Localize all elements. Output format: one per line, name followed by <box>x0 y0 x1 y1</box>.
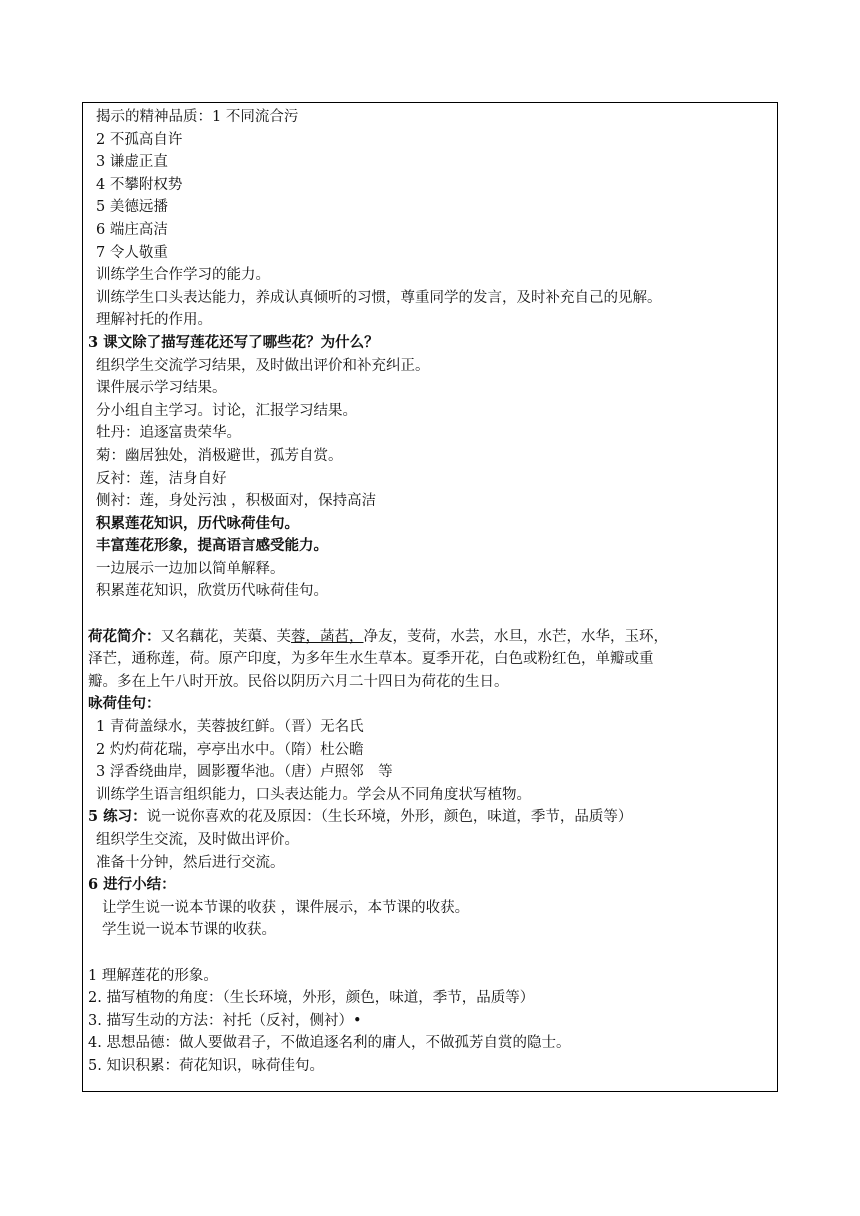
lesson-content <box>88 106 778 1078</box>
q5-line-1: 组织学生交流，及时做出评价。 <box>96 832 299 848</box>
quality-intro: 揭示的精神品质：1 不同流合污 <box>96 109 299 125</box>
goal-cooperation: 训练学生合作学习的能力。 <box>96 267 270 284</box>
summary-2: 2. 描写植物的角度：（生长环境，外形，颜色，味道，季节，品质等） <box>88 990 535 1007</box>
quality-3: 3 谦虚正直 <box>96 154 168 171</box>
lotus-intro-line-3: 瓣。多在上午八时开放。民俗以阴历六月二十四日为荷花的生日。 <box>88 673 509 690</box>
goal-contrast: 理解衬托的作用。 <box>96 312 212 329</box>
lotus-intro-line-2: 泽芒，通称莲，荷。原产印度，为多年生水生草本。夏季开花，白色或粉红色，单瓣或重 <box>88 651 654 668</box>
quality-4: 4 不攀附权势 <box>96 176 183 193</box>
q5-line-2: 准备十分钟，然后进行交流。 <box>96 854 285 871</box>
quality-2: 2 不孤高自许 <box>96 131 183 148</box>
q5-heading-text: 说一说你喜欢的花及原因：（生长环境，外形，颜色，味道，季节，品质等） <box>146 809 633 826</box>
lotus-intro-underlined: 蓉，菡萏， <box>291 628 364 645</box>
goal-oral: 训练学生口头表达能力，养成认真倾听的习惯，尊重同学的发言，及时补充自己的见解。 <box>96 289 662 306</box>
q3-contrast: 反衬：莲，洁身自好 <box>96 470 227 487</box>
q3-line-2: 课件展示学习结果。 <box>96 380 227 397</box>
q6-heading: 6 进行小结： <box>88 876 176 894</box>
quality-6: 6 端庄高洁 <box>96 221 168 238</box>
poem-3: 3 浮香绕曲岸，圆影覆华池。（唐）卢照邻 等 <box>96 764 393 781</box>
q3-peony: 牡丹：追逐富贵荣华。 <box>96 425 241 442</box>
q6-line-1: 让学生说一说本节课的收获 ，课件展示，本节课的收获。 <box>102 899 470 916</box>
q3-line-1: 组织学生交流学习结果，及时做出评价和补充纠正。 <box>96 357 430 374</box>
q3-side-contrast: 侧衬：莲，身处污浊 ，积极面对，保持高洁 <box>96 493 377 510</box>
q5-heading <box>88 806 778 829</box>
poem-1: 1 青荷盖绿水，芙蓉披红鲜。（晋）无名氏 <box>96 719 364 736</box>
q3-heading: 3 课文除了描写莲花还写了哪些花？为什么？ <box>88 333 379 351</box>
q3-line-11: 积累莲花知识，欣赏历代咏荷佳句。 <box>96 583 328 600</box>
q3-bold-1: 积累莲花知识，历代咏荷佳句。 <box>96 514 299 532</box>
summary-1: 1 理解莲花的形象。 <box>88 967 218 984</box>
poems-goal: 训练学生语言组织能力，口头表达能力。学会从不同角度状写植物。 <box>96 786 531 803</box>
poems-heading: 咏荷佳句： <box>88 695 161 713</box>
q3-line-10: 一边展示一边加以简单解释。 <box>96 560 285 577</box>
quality-7: 7 令人敬重 <box>96 244 168 261</box>
q6-line-2: 学生说一说本节课的收获。 <box>102 922 276 939</box>
poem-2: 2 灼灼荷花瑞，亭亭出水中。（隋）杜公瞻 <box>96 741 364 758</box>
lotus-intro-line-1 <box>88 626 778 649</box>
q3-bold-2: 丰富莲花形象，提高语言感受能力。 <box>96 537 328 555</box>
summary-5: 5. 知识积累：荷花知识，咏荷佳句。 <box>88 1057 324 1074</box>
spacer <box>88 942 778 965</box>
spacer <box>88 603 778 626</box>
summary-3: 3. 描写生动的方法：衬托（反衬，侧衬）• <box>88 1012 362 1029</box>
q3-line-3: 分小组自主学习。讨论，汇报学习结果。 <box>96 402 357 419</box>
quality-5: 5 美德远播 <box>96 199 168 216</box>
lotus-intro-text-a: 又名藕花，芙蕖、芙 <box>160 628 291 645</box>
summary-4: 4. 思想品德：做人要做君子，不做追逐名利的庸人，不做孤芳自赏的隐士。 <box>88 1035 571 1052</box>
q5-heading-label: 5 练习： <box>88 808 147 826</box>
q3-chrysanthemum: 菊：幽居独处，消极避世，孤芳自赏。 <box>96 447 343 464</box>
lotus-intro-text-b: 净友，芰荷，水芸，水旦，水芒，水华，玉环， <box>363 628 668 645</box>
lotus-intro-label: 荷花简介： <box>88 627 161 645</box>
